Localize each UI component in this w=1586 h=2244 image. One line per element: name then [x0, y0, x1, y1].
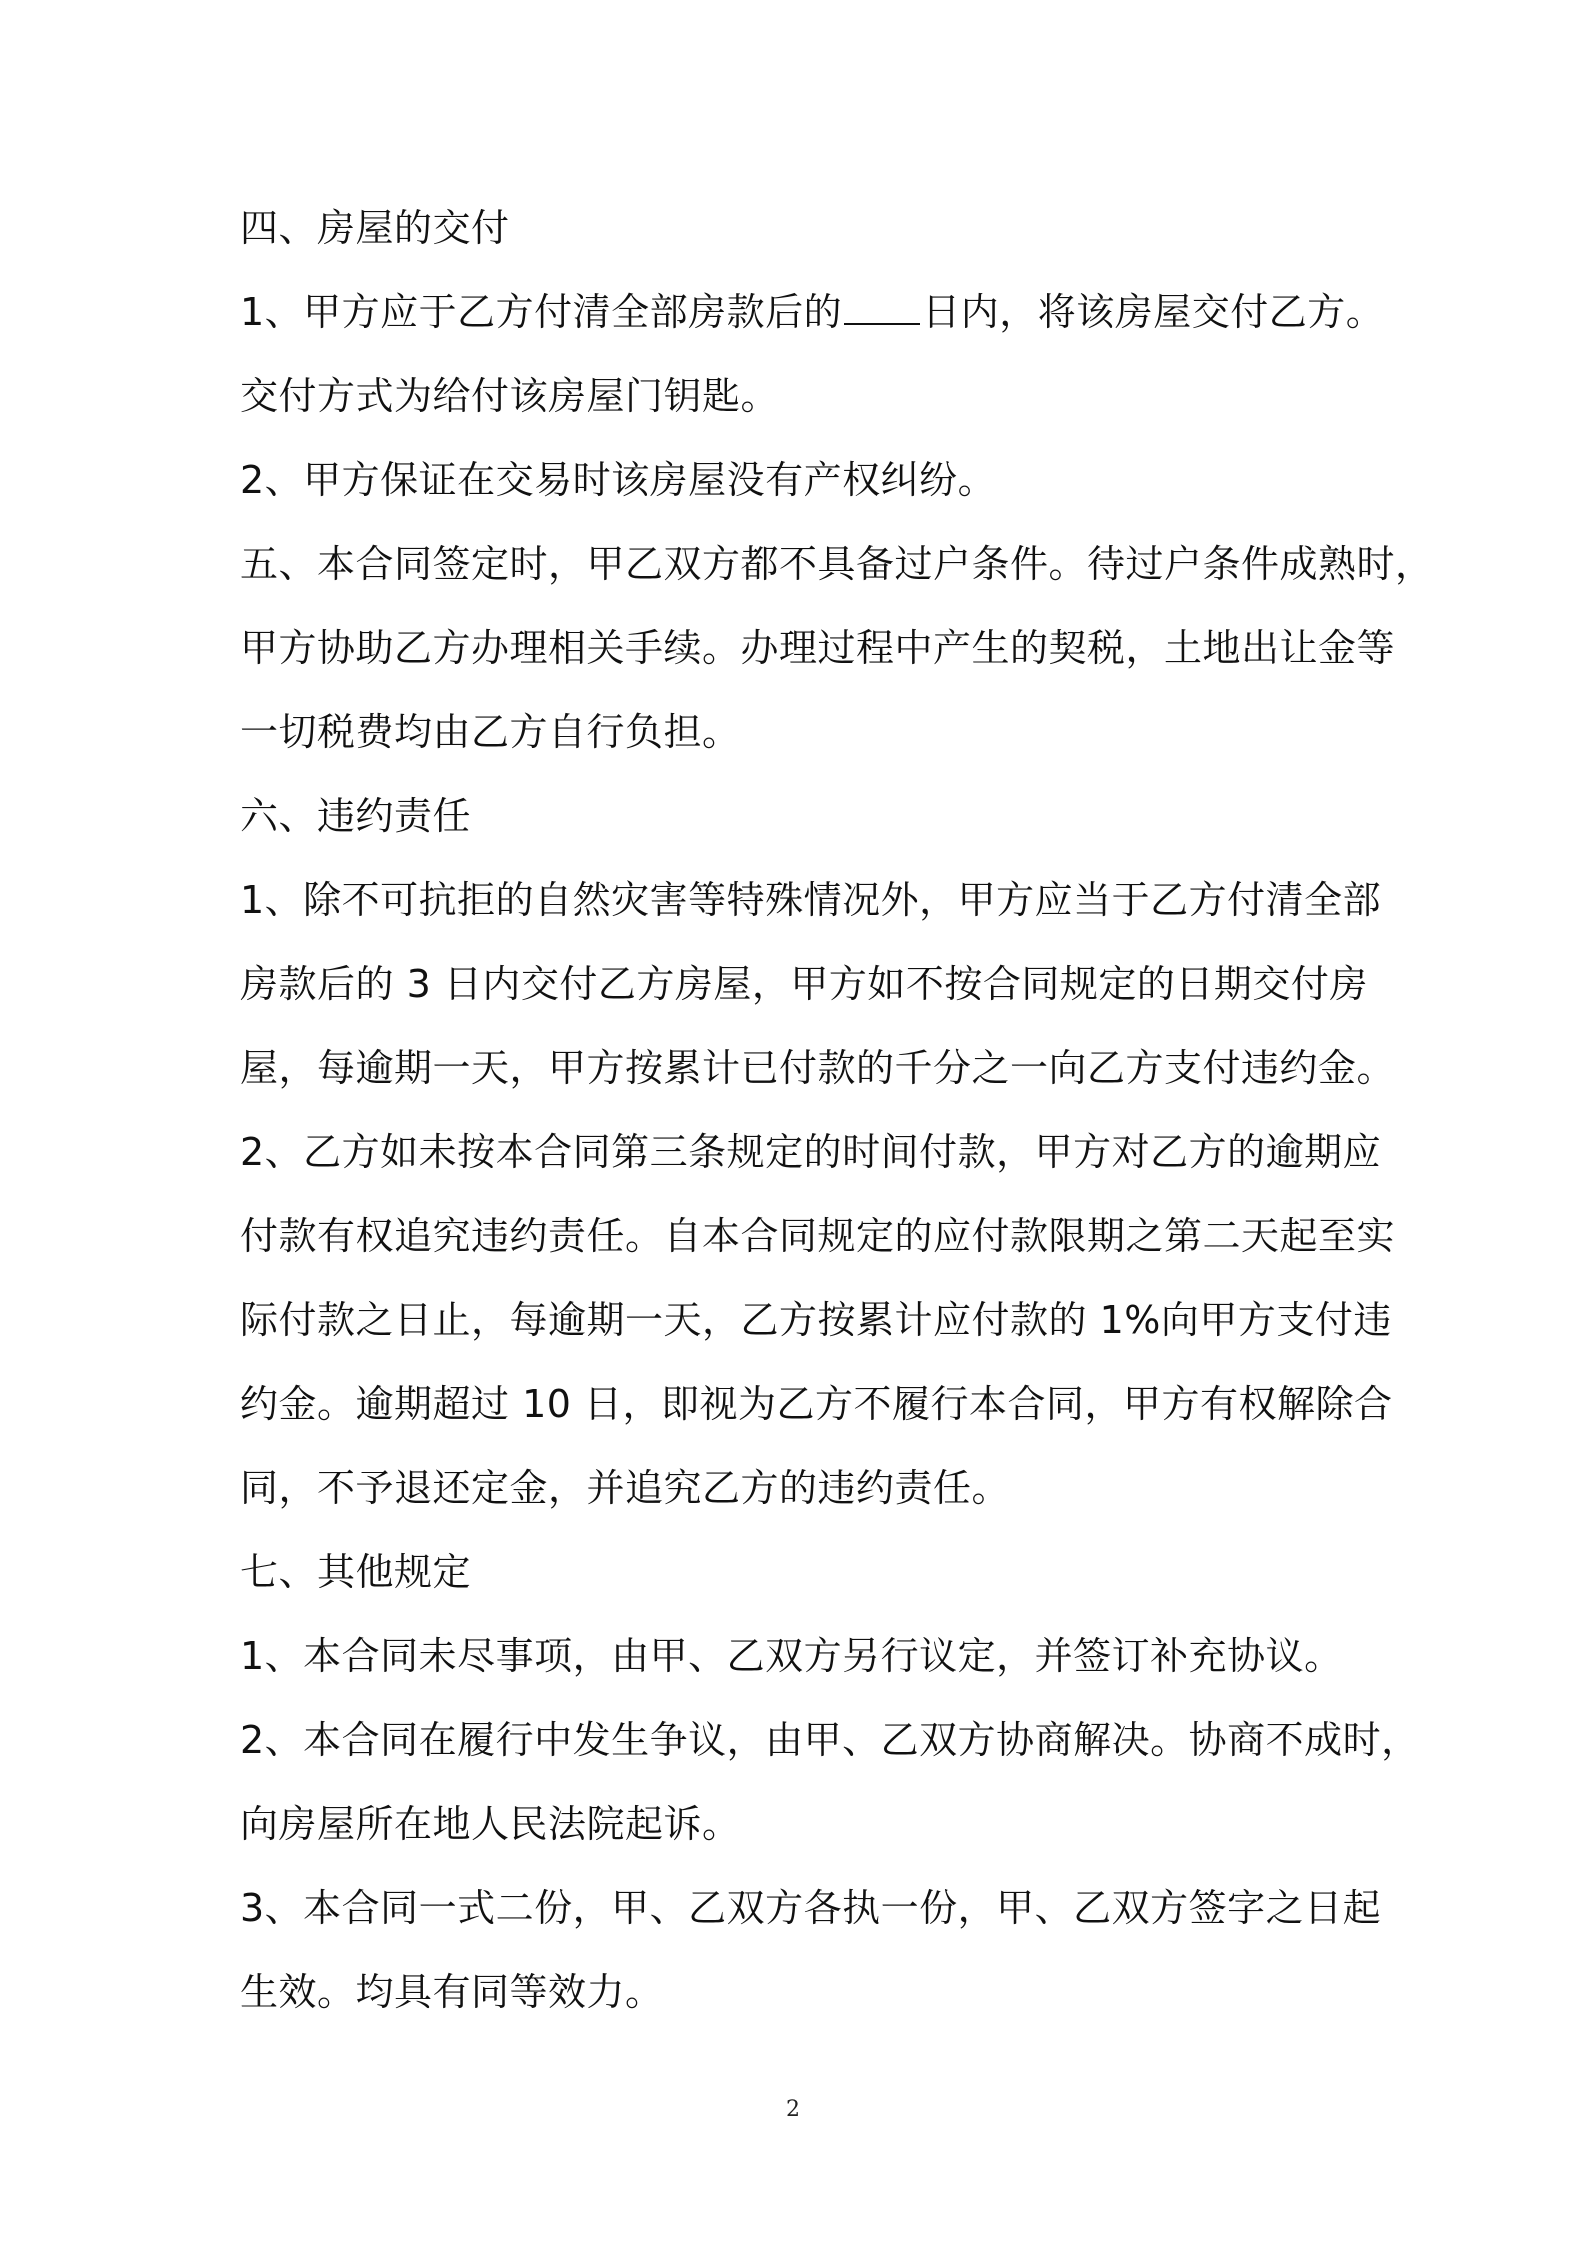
clause-6-1-line-1: 1、除不可抗拒的自然灾害等特殊情况外，甲方应当于乙方付清全部: [240, 878, 1382, 922]
page-number: 2: [786, 2097, 800, 2122]
clause-6-2-line-5: 同，不予退还定金，并追究乙方的违约责任。: [240, 1466, 1011, 1510]
clause-7-3-line-2: 生效。均具有同等效力。: [240, 1970, 664, 2014]
clause-6-1-line-2: 房款后的 3 日内交付乙方房屋，甲方如不按合同规定的日期交付房: [240, 962, 1368, 1006]
fill-in-blank-days: [844, 293, 920, 325]
section-heading-other: 七、其他规定: [240, 1550, 472, 1594]
section-5-line-1: 五、本合同签定时，甲乙双方都不具备过户条件。待过户条件成熟时，: [240, 542, 1434, 586]
clause-text-after-blank: 日内，将该房屋交付乙方。: [922, 290, 1385, 334]
clause-7-2-line-2: 向房屋所在地人民法院起诉。: [240, 1802, 741, 1846]
section-5-line-2: 甲方协助乙方办理相关手续。办理过程中产生的契税，土地出让金等: [240, 626, 1396, 670]
clause-7-3-line-1: 3、本合同一式二份，甲、乙双方各执一份，甲、乙双方签字之日起: [240, 1886, 1382, 1930]
clause-text-before-blank: 1、甲方应于乙方付清全部房款后的: [240, 290, 843, 334]
clause-4-1-line-1: [240, 286, 1385, 338]
clause-7-1: 1、本合同未尽事项，由甲、乙双方另行议定，并签订补充协议。: [240, 1634, 1343, 1678]
clause-6-1-line-3: 屋，每逾期一天，甲方按累计已付款的千分之一向乙方支付违约金。: [240, 1046, 1396, 1090]
clause-7-2-line-1: 2、本合同在履行中发生争议，由甲、乙双方协商解决。协商不成时，: [240, 1718, 1420, 1762]
clause-4-2: 2、甲方保证在交易时该房屋没有产权纠纷。: [240, 458, 997, 502]
clause-6-2-line-4: 约金。逾期超过 10 日，即视为乙方不履行本合同，甲方有权解除合: [240, 1382, 1393, 1426]
clause-4-1-line-2: 交付方式为给付该房屋门钥匙。: [240, 374, 780, 418]
section-5-line-3: 一切税费均由乙方自行负担。: [240, 710, 741, 754]
section-heading-delivery: 四、房屋的交付: [240, 206, 510, 250]
clause-6-2-line-1: 2、乙方如未按本合同第三条规定的时间付款，甲方对乙方的逾期应: [240, 1130, 1382, 1174]
clause-6-2-line-2: 付款有权追究违约责任。自本合同规定的应付款限期之第二天起至实: [240, 1214, 1396, 1258]
section-heading-breach: 六、违约责任: [240, 794, 472, 838]
clause-6-2-line-3: 际付款之日止，每逾期一天，乙方按累计应付款的 1%向甲方支付违: [240, 1298, 1392, 1342]
